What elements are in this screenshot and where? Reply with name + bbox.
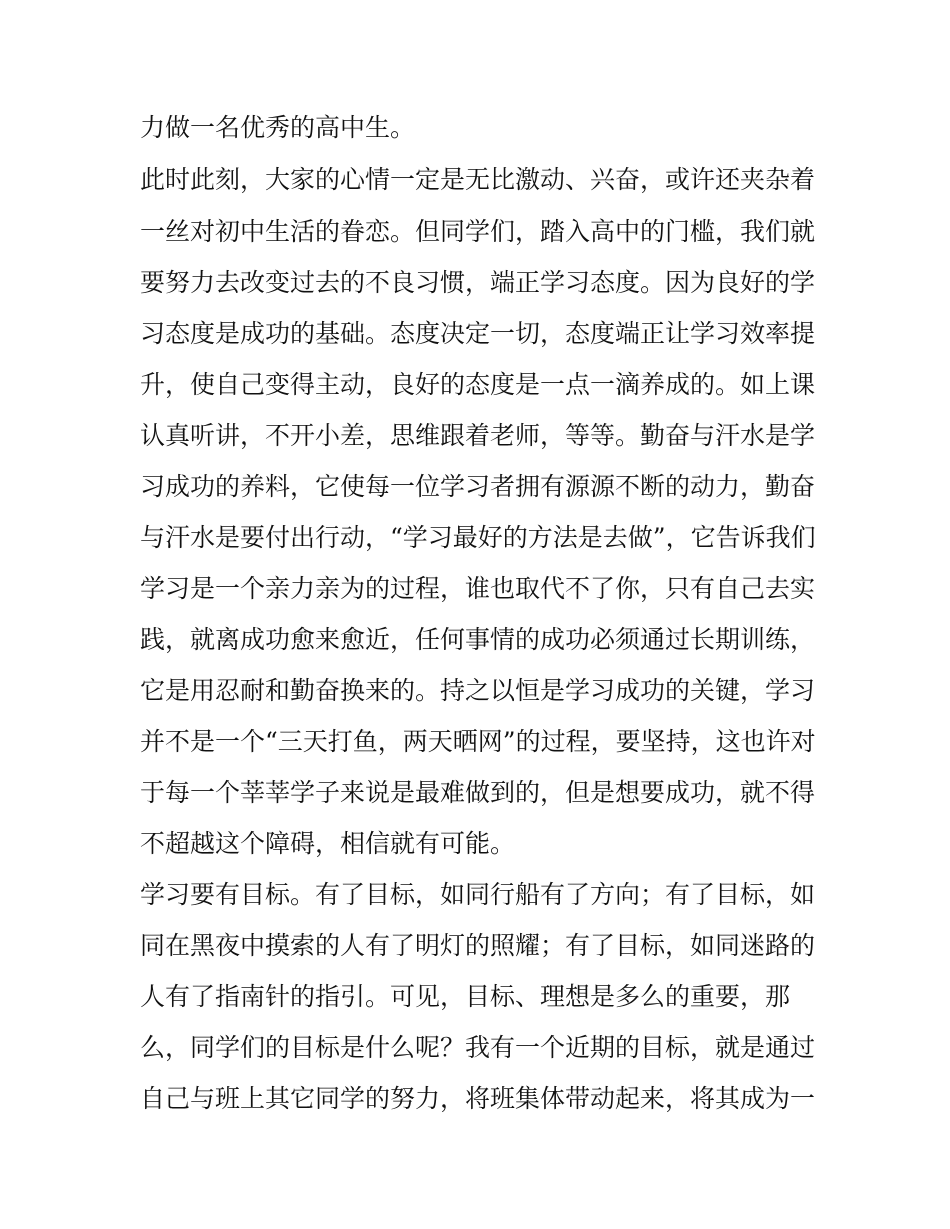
text-line: 践，就离成功愈来愈近，任何事情的成功必须通过长期训练， xyxy=(140,625,816,654)
text-line: 它是用忍耐和勤奋换来的。持之以恒是学习成功的关键，学习 xyxy=(140,676,816,705)
text-line: 一丝对初中生活的眷恋。但同学们，踏入高中的门槛，我们就 xyxy=(140,217,816,246)
text-line: 学习是一个亲力亲为的过程，谁也取代不了你，只有自己去实 xyxy=(140,574,816,603)
text-line: 并不是一个“三天打鱼，两天晒网”的过程，要坚持，这也许对 xyxy=(140,727,816,756)
text-line: 此时此刻，大家的心情一定是无比激动、兴奋，或许还夹杂着 xyxy=(140,165,816,194)
text-line: 升，使自己变得主动，良好的态度是一点一滴养成的。如上课 xyxy=(140,370,816,399)
text-line: 习成功的养料，它使每一位学习者拥有源源不断的动力，勤奋 xyxy=(140,472,816,501)
text-line: 学习要有目标。有了目标，如同行船有了方向；有了目标，如 xyxy=(140,880,816,909)
text-line: 认真听讲，不开小差，思维跟着老师，等等。勤奋与汗水是学 xyxy=(140,421,816,450)
text-line: 么，同学们的目标是什么呢？我有一个近期的目标，就是通过 xyxy=(140,1033,816,1062)
text-line: 同在黑夜中摸索的人有了明灯的照耀；有了目标，如同迷路的 xyxy=(140,931,816,960)
text-line: 与汗水是要付出行动，“学习最好的方法是去做”，它告诉我们 xyxy=(140,523,816,552)
text-line: 自己与班上其它同学的努力，将班集体带动起来，将其成为一 xyxy=(140,1084,816,1113)
text-line: 要努力去改变过去的不良习惯，端正学习态度。因为良好的学 xyxy=(140,268,816,297)
text-line: 人有了指南针的指引。可见，目标、理想是多么的重要，那 xyxy=(140,982,791,1011)
text-line: 力做一名优秀的高中生。 xyxy=(140,113,416,142)
text-line: 于每一个莘莘学子来说是最难做到的，但是想要成功，就不得 xyxy=(140,778,816,807)
text-line: 习态度是成功的基础。态度决定一切，态度端正让学习效率提 xyxy=(140,319,816,348)
text-line: 不超越这个障碍，相信就有可能。 xyxy=(140,829,516,858)
